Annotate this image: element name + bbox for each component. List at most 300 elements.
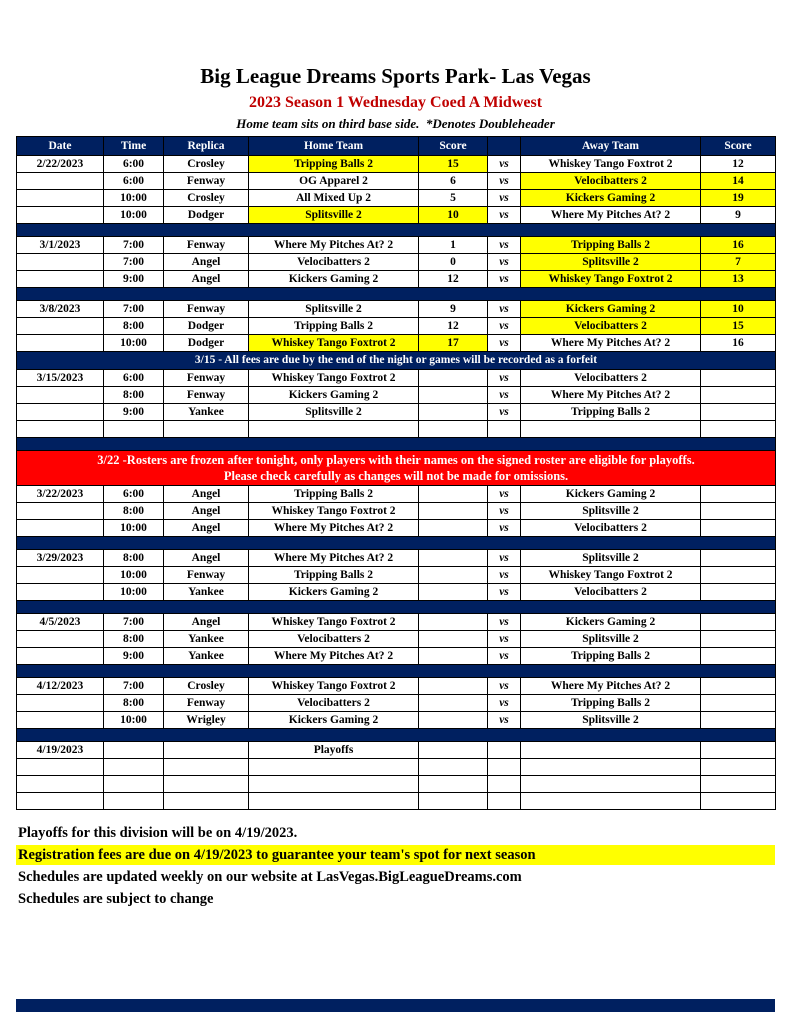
away-score-cell	[701, 759, 776, 776]
date-cell: 3/29/2023	[17, 550, 104, 567]
home-team-cell: Whiskey Tango Foxtrot 2	[249, 614, 419, 631]
header-home-score: Score	[419, 137, 488, 156]
header-home-team: Home Team	[249, 137, 419, 156]
vs-cell: vs	[488, 503, 521, 520]
vs-cell: vs	[488, 237, 521, 254]
message-cell	[17, 451, 776, 486]
home-score-cell: 12	[419, 271, 488, 288]
vs-cell	[488, 759, 521, 776]
header-time: Time	[104, 137, 164, 156]
date-cell: 4/12/2023	[17, 678, 104, 695]
away-team-cell: Velocibatters 2	[521, 318, 701, 335]
away-score-cell	[701, 695, 776, 712]
away-team-cell: Whiskey Tango Foxtrot 2	[521, 567, 701, 584]
game-row	[17, 614, 776, 631]
replica-cell: Angel	[164, 486, 249, 503]
separator-row	[17, 224, 776, 237]
date-cell	[17, 759, 104, 776]
game-row	[17, 301, 776, 318]
time-cell: 6:00	[104, 486, 164, 503]
page-title: Big League Dreams Sports Park- Las Vegas	[200, 64, 591, 88]
separator-cell	[17, 729, 776, 742]
away-score-cell	[701, 631, 776, 648]
separator-cell	[17, 224, 776, 237]
schedule-table	[16, 136, 776, 810]
separator-row	[17, 665, 776, 678]
away-score-cell	[701, 550, 776, 567]
away-team-cell: Splitsville 2	[521, 712, 701, 729]
replica-cell: Fenway	[164, 237, 249, 254]
away-score-cell	[701, 742, 776, 759]
away-team-cell: Whiskey Tango Foxtrot 2	[521, 271, 701, 288]
time-cell: 7:00	[104, 237, 164, 254]
home-score-cell	[419, 678, 488, 695]
time-cell: 10:00	[104, 335, 164, 352]
replica-cell: Angel	[164, 254, 249, 271]
vs-cell: vs	[488, 614, 521, 631]
date-cell	[17, 190, 104, 207]
date-cell	[17, 207, 104, 224]
time-cell: 8:00	[104, 318, 164, 335]
vs-cell: vs	[488, 712, 521, 729]
game-row	[17, 695, 776, 712]
replica-cell: Angel	[164, 550, 249, 567]
header-vs	[488, 137, 521, 156]
game-row	[17, 156, 776, 173]
footer-line-3: Schedules are updated weekly on our website at LasVegas.BigLeagueDreams.com	[18, 869, 522, 886]
time-cell: 8:00	[104, 631, 164, 648]
home-team-cell: Where My Pitches At? 2	[249, 520, 419, 537]
vs-cell: vs	[488, 156, 521, 173]
replica-cell: Yankee	[164, 584, 249, 601]
date-cell	[17, 648, 104, 665]
message-row-navy	[17, 352, 776, 370]
home-team-cell: Where My Pitches At? 2	[249, 648, 419, 665]
home-team-cell	[249, 776, 419, 793]
date-cell	[17, 335, 104, 352]
away-team-cell: Where My Pitches At? 2	[521, 335, 701, 352]
game-row	[17, 712, 776, 729]
time-cell: 9:00	[104, 271, 164, 288]
time-cell: 7:00	[104, 301, 164, 318]
home-team-cell: Tripping Balls 2	[249, 486, 419, 503]
home-score-cell	[419, 567, 488, 584]
replica-cell: Dodger	[164, 335, 249, 352]
replica-cell: Yankee	[164, 631, 249, 648]
game-row	[17, 190, 776, 207]
time-cell: 8:00	[104, 695, 164, 712]
separator-cell	[17, 601, 776, 614]
date-cell: 3/1/2023	[17, 237, 104, 254]
away-team-cell: Where My Pitches At? 2	[521, 387, 701, 404]
replica-cell: Fenway	[164, 301, 249, 318]
footer-line-2: Registration fees are due on 4/19/2023 to guarantee your team's spot for next season	[16, 845, 775, 865]
game-row	[17, 404, 776, 421]
replica-cell	[164, 759, 249, 776]
away-score-cell	[701, 387, 776, 404]
vs-cell: vs	[488, 567, 521, 584]
time-cell: 8:00	[104, 503, 164, 520]
away-score-cell	[701, 404, 776, 421]
vs-cell: vs	[488, 318, 521, 335]
game-row	[17, 254, 776, 271]
message-line: 3/15 - All fees are due by the end of the night or games will be recorded as a forfeit	[194, 354, 598, 367]
home-team-cell: Whiskey Tango Foxtrot 2	[249, 678, 419, 695]
home-team-cell: Tripping Balls 2	[249, 567, 419, 584]
vs-cell: vs	[488, 695, 521, 712]
home-score-cell: 12	[419, 318, 488, 335]
header-date: Date	[17, 137, 104, 156]
away-score-cell: 12	[701, 156, 776, 173]
replica-cell	[164, 742, 249, 759]
home-score-cell: 6	[419, 173, 488, 190]
game-row	[17, 387, 776, 404]
away-team-cell: Velocibatters 2	[521, 370, 701, 387]
away-score-cell: 15	[701, 318, 776, 335]
away-team-cell: Kickers Gaming 2	[521, 190, 701, 207]
date-cell	[17, 793, 104, 810]
replica-cell: Yankee	[164, 404, 249, 421]
vs-cell: vs	[488, 254, 521, 271]
game-row	[17, 520, 776, 537]
date-cell	[17, 631, 104, 648]
home-team-cell: Splitsville 2	[249, 404, 419, 421]
away-team-cell: Splitsville 2	[521, 550, 701, 567]
home-score-cell	[419, 520, 488, 537]
date-cell: 3/8/2023	[17, 301, 104, 318]
away-score-cell	[701, 486, 776, 503]
game-row	[17, 584, 776, 601]
away-team-cell: Tripping Balls 2	[521, 237, 701, 254]
game-row	[17, 742, 776, 759]
away-team-cell: Where My Pitches At? 2	[521, 678, 701, 695]
vs-cell: vs	[488, 370, 521, 387]
away-score-cell	[701, 678, 776, 695]
blank-row	[17, 421, 776, 438]
separator-cell	[17, 665, 776, 678]
footer-line-1: Playoffs for this division will be on 4/19/2023.	[18, 825, 298, 841]
replica-cell: Angel	[164, 503, 249, 520]
vs-cell	[488, 793, 521, 810]
home-score-cell	[419, 387, 488, 404]
time-cell: 6:00	[104, 173, 164, 190]
home-score-cell	[419, 759, 488, 776]
game-row	[17, 648, 776, 665]
home-score-cell: 17	[419, 335, 488, 352]
game-row	[17, 678, 776, 695]
date-cell	[17, 387, 104, 404]
time-cell: 7:00	[104, 254, 164, 271]
time-cell: 7:00	[104, 678, 164, 695]
time-cell: 10:00	[104, 712, 164, 729]
time-cell: 9:00	[104, 648, 164, 665]
time-cell: 8:00	[104, 387, 164, 404]
away-team-cell: Splitsville 2	[521, 631, 701, 648]
vs-cell: vs	[488, 550, 521, 567]
footer	[16, 823, 775, 910]
vs-cell: vs	[488, 520, 521, 537]
home-team-cell	[249, 759, 419, 776]
date-cell	[17, 520, 104, 537]
time-cell: 10:00	[104, 584, 164, 601]
date-cell	[17, 421, 104, 438]
time-cell: 6:00	[104, 156, 164, 173]
replica-cell: Angel	[164, 614, 249, 631]
time-cell: 8:00	[104, 550, 164, 567]
home-score-cell	[419, 776, 488, 793]
home-score-cell	[419, 614, 488, 631]
home-team-cell: Kickers Gaming 2	[249, 271, 419, 288]
away-team-cell: Velocibatters 2	[521, 584, 701, 601]
home-score-cell: 10	[419, 207, 488, 224]
time-cell	[104, 793, 164, 810]
away-score-cell	[701, 776, 776, 793]
away-score-cell	[701, 421, 776, 438]
replica-cell	[164, 776, 249, 793]
away-team-cell: Splitsville 2	[521, 503, 701, 520]
vs-cell	[488, 776, 521, 793]
vs-cell	[488, 742, 521, 759]
time-cell	[104, 759, 164, 776]
home-score-cell	[419, 631, 488, 648]
date-cell	[17, 695, 104, 712]
replica-cell: Fenway	[164, 567, 249, 584]
vs-cell: vs	[488, 631, 521, 648]
table-header-row	[17, 137, 776, 156]
home-score-cell: 0	[419, 254, 488, 271]
away-score-cell	[701, 370, 776, 387]
game-row	[17, 318, 776, 335]
game-row	[17, 567, 776, 584]
away-score-cell: 7	[701, 254, 776, 271]
game-row	[17, 173, 776, 190]
vs-cell: vs	[488, 207, 521, 224]
replica-cell: Angel	[164, 520, 249, 537]
away-team-cell	[521, 776, 701, 793]
game-row	[17, 237, 776, 254]
away-score-cell	[701, 614, 776, 631]
replica-cell: Fenway	[164, 387, 249, 404]
schedule-note: Home team sits on third base side. *Denotes Doubleheader	[236, 116, 555, 131]
home-score-cell: 5	[419, 190, 488, 207]
home-score-cell	[419, 648, 488, 665]
vs-cell: vs	[488, 271, 521, 288]
away-team-cell: Tripping Balls 2	[521, 695, 701, 712]
home-team-cell	[249, 793, 419, 810]
date-cell	[17, 254, 104, 271]
away-team-cell	[521, 421, 701, 438]
separator-row	[17, 288, 776, 301]
game-row	[17, 550, 776, 567]
home-team-cell: Kickers Gaming 2	[249, 584, 419, 601]
separator-cell	[17, 438, 776, 451]
replica-cell: Dodger	[164, 207, 249, 224]
vs-cell: vs	[488, 404, 521, 421]
away-score-cell: 13	[701, 271, 776, 288]
away-team-cell: Kickers Gaming 2	[521, 301, 701, 318]
date-cell	[17, 271, 104, 288]
away-team-cell: Where My Pitches At? 2	[521, 207, 701, 224]
date-cell: 2/22/2023	[17, 156, 104, 173]
home-team-cell: Where My Pitches At? 2	[249, 237, 419, 254]
message-cell	[17, 352, 776, 370]
home-score-cell: 15	[419, 156, 488, 173]
away-team-cell	[521, 742, 701, 759]
away-score-cell: 14	[701, 173, 776, 190]
replica-cell: Crosley	[164, 156, 249, 173]
separator-cell	[17, 288, 776, 301]
time-cell: 10:00	[104, 567, 164, 584]
game-row	[17, 503, 776, 520]
separator-row	[17, 729, 776, 742]
bottom-bar	[16, 999, 775, 1012]
home-score-cell	[419, 695, 488, 712]
home-team-cell: Tripping Balls 2	[249, 156, 419, 173]
home-team-cell: Kickers Gaming 2	[249, 712, 419, 729]
date-cell: 4/19/2023	[17, 742, 104, 759]
time-cell	[104, 776, 164, 793]
vs-cell: vs	[488, 678, 521, 695]
away-team-cell	[521, 759, 701, 776]
away-score-cell	[701, 584, 776, 601]
away-score-cell	[701, 520, 776, 537]
home-score-cell	[419, 421, 488, 438]
home-team-cell: Tripping Balls 2	[249, 318, 419, 335]
header-away-score: Score	[701, 137, 776, 156]
home-score-cell	[419, 793, 488, 810]
message-line: Please check carefully as changes will not be made for omissions.	[223, 469, 569, 483]
date-cell: 4/5/2023	[17, 614, 104, 631]
away-score-cell	[701, 793, 776, 810]
home-team-cell: Where My Pitches At? 2	[249, 550, 419, 567]
home-team-cell: Whiskey Tango Foxtrot 2	[249, 370, 419, 387]
vs-cell: vs	[488, 486, 521, 503]
home-team-cell: All Mixed Up 2	[249, 190, 419, 207]
header-replica: Replica	[164, 137, 249, 156]
blank-row	[17, 759, 776, 776]
game-row	[17, 631, 776, 648]
time-cell: 7:00	[104, 614, 164, 631]
time-cell: 9:00	[104, 404, 164, 421]
separator-cell	[17, 537, 776, 550]
vs-cell: vs	[488, 301, 521, 318]
footer-line-4: Schedules are subject to change	[18, 891, 214, 908]
header-away-team: Away Team	[521, 137, 701, 156]
page-subtitle: 2023 Season 1 Wednesday Coed A Midwest	[248, 94, 543, 111]
away-score-cell: 9	[701, 207, 776, 224]
date-cell	[17, 318, 104, 335]
replica-cell	[164, 793, 249, 810]
away-team-cell: Tripping Balls 2	[521, 648, 701, 665]
home-score-cell	[419, 742, 488, 759]
home-team-cell: Whiskey Tango Foxtrot 2	[249, 503, 419, 520]
vs-cell	[488, 421, 521, 438]
away-score-cell: 16	[701, 237, 776, 254]
home-team-cell: Velocibatters 2	[249, 254, 419, 271]
home-team-cell: Velocibatters 2	[249, 695, 419, 712]
time-cell: 6:00	[104, 370, 164, 387]
away-team-cell: Splitsville 2	[521, 254, 701, 271]
home-score-cell	[419, 486, 488, 503]
vs-cell: vs	[488, 335, 521, 352]
time-cell: 10:00	[104, 520, 164, 537]
home-score-cell	[419, 370, 488, 387]
away-score-cell	[701, 648, 776, 665]
away-team-cell: Velocibatters 2	[521, 520, 701, 537]
home-score-cell	[419, 503, 488, 520]
time-cell: 10:00	[104, 190, 164, 207]
away-score-cell	[701, 503, 776, 520]
away-team-cell: Kickers Gaming 2	[521, 486, 701, 503]
separator-row	[17, 438, 776, 451]
date-cell: 3/15/2023	[17, 370, 104, 387]
time-cell	[104, 421, 164, 438]
away-score-cell: 16	[701, 335, 776, 352]
home-team-cell: Whiskey Tango Foxtrot 2	[249, 335, 419, 352]
game-row	[17, 271, 776, 288]
date-cell: 3/22/2023	[17, 486, 104, 503]
home-team-cell: Velocibatters 2	[249, 631, 419, 648]
game-row	[17, 335, 776, 352]
replica-cell: Fenway	[164, 173, 249, 190]
vs-cell: vs	[488, 173, 521, 190]
time-cell: 10:00	[104, 207, 164, 224]
home-team-cell: OG Apparel 2	[249, 173, 419, 190]
away-score-cell	[701, 567, 776, 584]
date-cell	[17, 584, 104, 601]
home-team-cell: Playoffs	[249, 742, 419, 759]
replica-cell: Fenway	[164, 695, 249, 712]
away-team-cell	[521, 793, 701, 810]
away-team-cell: Velocibatters 2	[521, 173, 701, 190]
home-score-cell	[419, 712, 488, 729]
home-score-cell	[419, 550, 488, 567]
away-team-cell: Whiskey Tango Foxtrot 2	[521, 156, 701, 173]
date-cell	[17, 776, 104, 793]
home-score-cell: 9	[419, 301, 488, 318]
vs-cell: vs	[488, 648, 521, 665]
replica-cell: Yankee	[164, 648, 249, 665]
home-team-cell: Splitsville 2	[249, 207, 419, 224]
blank-row	[17, 793, 776, 810]
game-row	[17, 370, 776, 387]
replica-cell: Wrigley	[164, 712, 249, 729]
replica-cell: Angel	[164, 271, 249, 288]
vs-cell: vs	[488, 387, 521, 404]
home-team-cell: Splitsville 2	[249, 301, 419, 318]
replica-cell	[164, 421, 249, 438]
separator-row	[17, 537, 776, 550]
date-cell	[17, 173, 104, 190]
message-line: 3/22 -Rosters are frozen after tonight, only players with their names on the signed roster are eligible for playoffs.	[97, 452, 695, 467]
home-score-cell	[419, 584, 488, 601]
home-score-cell	[419, 404, 488, 421]
game-row	[17, 486, 776, 503]
separator-row	[17, 601, 776, 614]
message-row-red	[17, 451, 776, 486]
date-cell	[17, 503, 104, 520]
blank-row	[17, 776, 776, 793]
game-row	[17, 207, 776, 224]
home-team-cell	[249, 421, 419, 438]
replica-cell: Crosley	[164, 678, 249, 695]
date-cell	[17, 404, 104, 421]
replica-cell: Dodger	[164, 318, 249, 335]
away-team-cell: Tripping Balls 2	[521, 404, 701, 421]
replica-cell: Crosley	[164, 190, 249, 207]
vs-cell: vs	[488, 584, 521, 601]
away-score-cell: 10	[701, 301, 776, 318]
